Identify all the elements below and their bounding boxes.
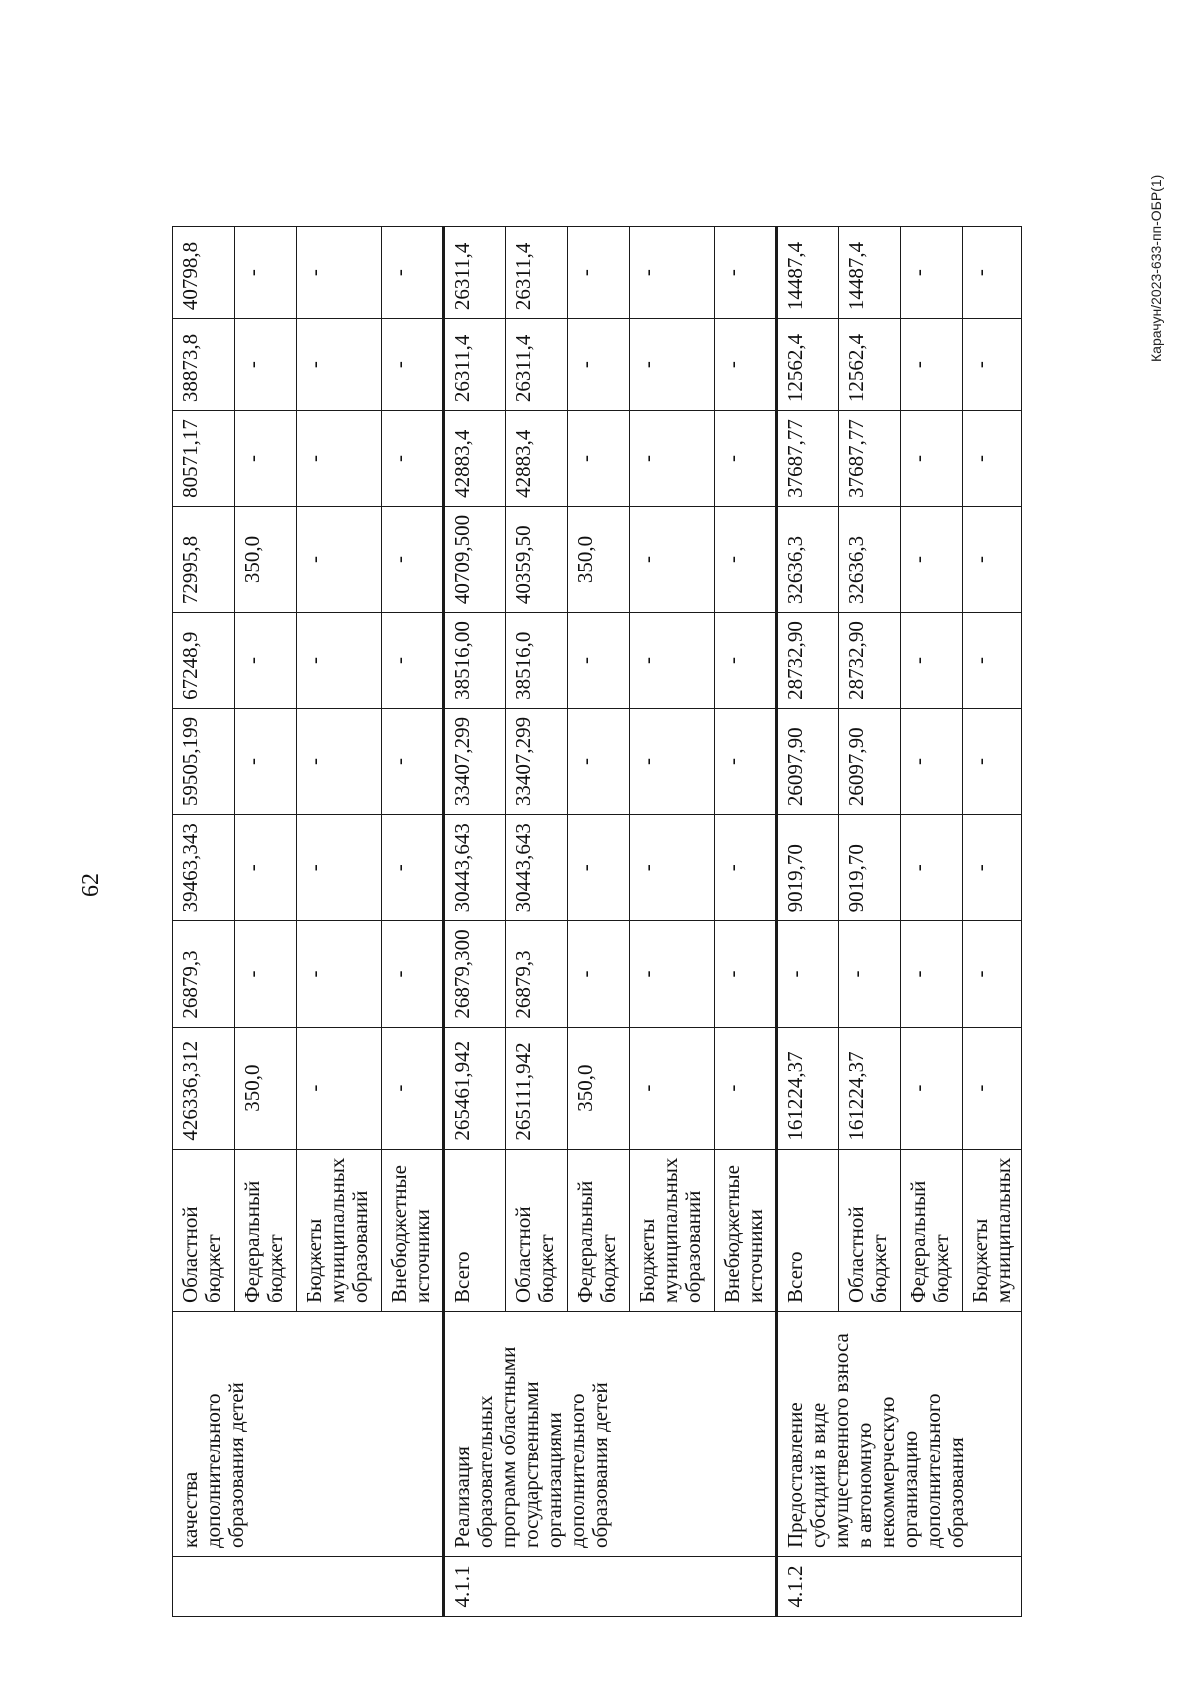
year-value: - <box>630 921 715 1027</box>
year-value: - <box>715 921 777 1027</box>
year-value: - <box>901 227 963 319</box>
year-value: - <box>235 319 297 411</box>
year-value: - <box>630 319 715 411</box>
year-value: - <box>297 708 382 814</box>
funding-source: Всего <box>444 1149 506 1311</box>
year-value: 14487,4 <box>839 227 901 319</box>
year-value: - <box>630 506 715 612</box>
table-row <box>173 227 235 1617</box>
funding-source: Внебюджетные источники <box>715 1149 777 1311</box>
funding-source: Бюджеты муниципальных образований <box>297 1149 382 1311</box>
funding-source: Бюджеты муниципальных <box>963 1149 1022 1311</box>
year-value: 9019,70 <box>777 815 839 921</box>
year-value: - <box>963 319 1022 411</box>
year-value: 26311,4 <box>506 319 568 411</box>
year-value: 40798,8 <box>173 227 235 319</box>
activity-code: 4.1.1 <box>444 1557 777 1617</box>
funding-source: Внебюджетные источники <box>382 1149 444 1311</box>
total-value: 265461,942 <box>444 1027 506 1149</box>
page-number: 62 <box>78 873 104 897</box>
year-value: - <box>382 411 444 507</box>
year-value: - <box>235 921 297 1027</box>
activity-name: Предоставление субсидий в виде имущественного взноса в автономную некоммерческую организацию дополнительного образования <box>777 1312 1022 1557</box>
year-value: - <box>901 506 963 612</box>
year-value: - <box>777 921 839 1027</box>
year-value: 350,0 <box>235 506 297 612</box>
year-value: 26311,4 <box>506 227 568 319</box>
year-value: 9019,70 <box>839 815 901 921</box>
year-value: - <box>235 815 297 921</box>
year-value: 26879,3 <box>173 921 235 1027</box>
funding-source: Областной бюджет <box>839 1149 901 1311</box>
year-value: - <box>235 411 297 507</box>
total-value: 350,0 <box>235 1027 297 1149</box>
year-value: - <box>297 921 382 1027</box>
year-value: 28732,90 <box>839 613 901 709</box>
total-value: - <box>963 1027 1022 1149</box>
year-value: - <box>963 411 1022 507</box>
year-value: 40359,50 <box>506 506 568 612</box>
year-value: - <box>963 708 1022 814</box>
year-value: - <box>715 815 777 921</box>
year-value: 350,0 <box>568 506 630 612</box>
year-value: - <box>568 411 630 507</box>
year-value: - <box>963 506 1022 612</box>
funding-source: Федеральный бюджет <box>901 1149 963 1311</box>
year-value: - <box>839 921 901 1027</box>
year-value: - <box>715 708 777 814</box>
year-value: - <box>715 227 777 319</box>
year-value: - <box>901 319 963 411</box>
year-value: - <box>963 613 1022 709</box>
year-value: - <box>901 921 963 1027</box>
year-value: - <box>963 227 1022 319</box>
year-value: - <box>963 815 1022 921</box>
year-value: - <box>715 319 777 411</box>
funding-source: Областной бюджет <box>173 1149 235 1311</box>
year-value: - <box>901 411 963 507</box>
total-value: - <box>630 1027 715 1149</box>
total-value: - <box>901 1027 963 1149</box>
year-value: - <box>901 815 963 921</box>
year-value: 26311,4 <box>444 319 506 411</box>
total-value: - <box>297 1027 382 1149</box>
year-value: - <box>235 613 297 709</box>
year-value: - <box>630 815 715 921</box>
year-value: 32636,3 <box>839 506 901 612</box>
year-value: - <box>630 227 715 319</box>
year-value: 28732,90 <box>777 613 839 709</box>
year-value: - <box>568 613 630 709</box>
year-value: 33407,299 <box>444 708 506 814</box>
year-value: 12562,4 <box>839 319 901 411</box>
year-value: 59505,199 <box>173 708 235 814</box>
funding-source: Всего <box>777 1149 839 1311</box>
year-value: - <box>382 921 444 1027</box>
year-value: 72995,8 <box>173 506 235 612</box>
year-value: 38873,8 <box>173 319 235 411</box>
year-value: - <box>297 506 382 612</box>
table-row <box>444 227 506 1617</box>
table-row <box>777 227 839 1617</box>
activity-name: Реализация образовательных программ областными государственными организациями дополнительного образования детей <box>444 1312 777 1557</box>
total-value: 161224,37 <box>839 1027 901 1149</box>
year-value: 26879,300 <box>444 921 506 1027</box>
year-value: - <box>297 411 382 507</box>
funding-source: Федеральный бюджет <box>235 1149 297 1311</box>
year-value: - <box>630 708 715 814</box>
total-value: 426336,312 <box>173 1027 235 1149</box>
year-value: 14487,4 <box>777 227 839 319</box>
year-value: - <box>382 815 444 921</box>
year-value: - <box>715 411 777 507</box>
total-value: - <box>382 1027 444 1149</box>
budget-table <box>172 226 1022 1617</box>
year-value: 38516,0 <box>506 613 568 709</box>
year-value: - <box>382 506 444 612</box>
year-value: 26097,90 <box>839 708 901 814</box>
year-value: - <box>297 613 382 709</box>
funding-source: Федеральный бюджет <box>568 1149 630 1311</box>
year-value: - <box>382 708 444 814</box>
year-value: 33407,299 <box>506 708 568 814</box>
year-value: - <box>382 613 444 709</box>
year-value: 40709,500 <box>444 506 506 612</box>
year-value: 42883,4 <box>506 411 568 507</box>
year-value: - <box>963 921 1022 1027</box>
year-value: 42883,4 <box>444 411 506 507</box>
total-value: - <box>715 1027 777 1149</box>
year-value: 30443,643 <box>444 815 506 921</box>
total-value: 265111,942 <box>506 1027 568 1149</box>
year-value: - <box>568 319 630 411</box>
year-value: 39463,343 <box>173 815 235 921</box>
year-value: - <box>715 613 777 709</box>
year-value: - <box>568 227 630 319</box>
year-value: - <box>382 227 444 319</box>
document-code: Карачун/2023-633-пп-ОБР(1) <box>1148 174 1164 362</box>
year-value: 80571,17 <box>173 411 235 507</box>
year-value: 37687,77 <box>839 411 901 507</box>
year-value: 30443,643 <box>506 815 568 921</box>
year-value: - <box>297 319 382 411</box>
activity-name: качества дополнительного образования детей <box>173 1312 444 1557</box>
activity-code <box>173 1557 444 1617</box>
year-value: - <box>568 708 630 814</box>
year-value: - <box>901 613 963 709</box>
year-value: - <box>630 613 715 709</box>
year-value: - <box>235 227 297 319</box>
year-value: 38516,00 <box>444 613 506 709</box>
year-value: 32636,3 <box>777 506 839 612</box>
total-value: 161224,37 <box>777 1027 839 1149</box>
year-value: - <box>901 708 963 814</box>
funding-source: Областной бюджет <box>506 1149 568 1311</box>
year-value: - <box>297 227 382 319</box>
year-value: - <box>297 815 382 921</box>
year-value: - <box>715 506 777 612</box>
activity-code: 4.1.2 <box>777 1557 1022 1617</box>
year-value: 37687,77 <box>777 411 839 507</box>
year-value: - <box>568 815 630 921</box>
year-value: - <box>235 708 297 814</box>
year-value: 67248,9 <box>173 613 235 709</box>
funding-source: Бюджеты муниципальных образований <box>630 1149 715 1311</box>
year-value: 26311,4 <box>444 227 506 319</box>
year-value: - <box>568 921 630 1027</box>
year-value: - <box>630 411 715 507</box>
year-value: - <box>382 319 444 411</box>
year-value: 26097,90 <box>777 708 839 814</box>
total-value: 350,0 <box>568 1027 630 1149</box>
year-value: 12562,4 <box>777 319 839 411</box>
year-value: 26879,3 <box>506 921 568 1027</box>
